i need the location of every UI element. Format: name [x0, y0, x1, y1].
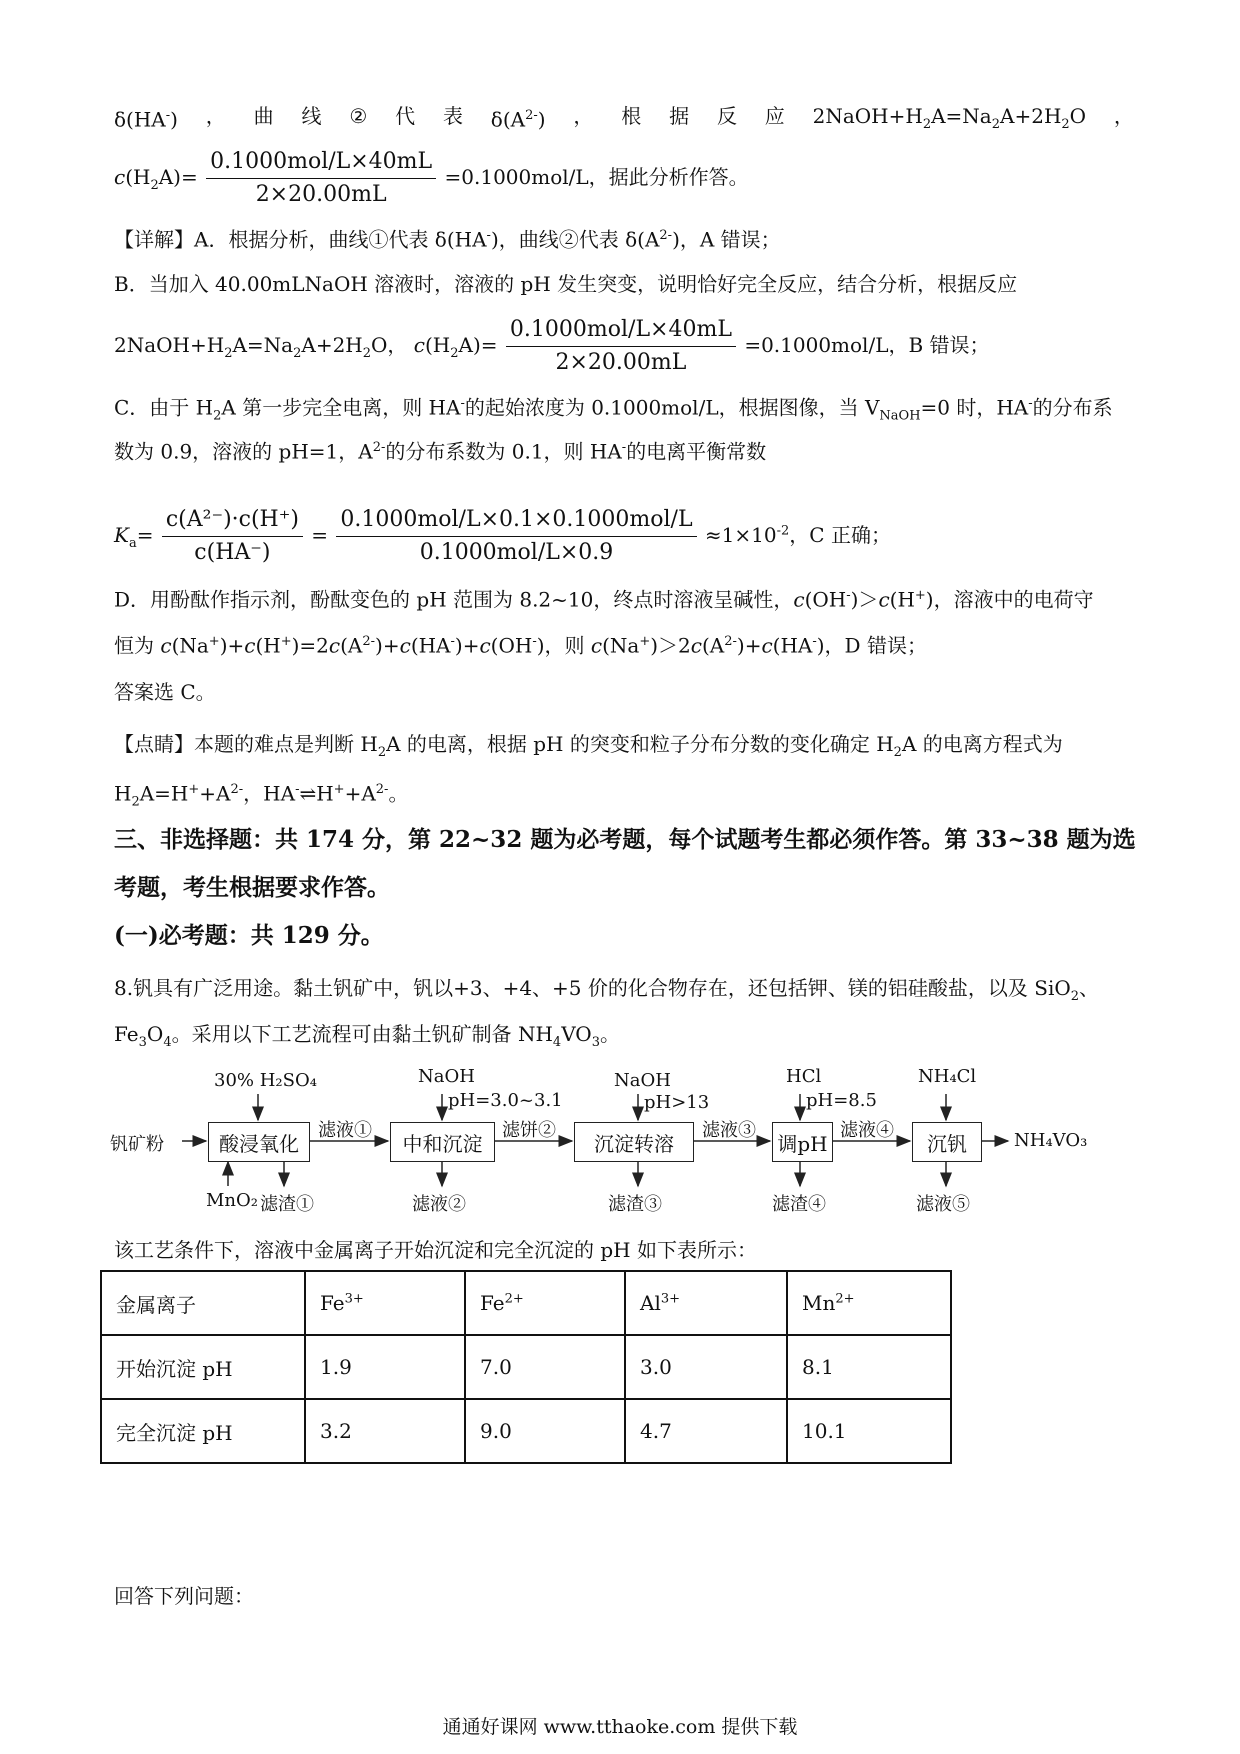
- process-flow-diagram: [110, 1066, 1110, 1236]
- fraction: $\frac{\text{0.1000mol/L×40mL}}{2\times 20.00mL}$: [506, 316, 736, 377]
- intermediate-1: 滤液①: [318, 1120, 372, 1141]
- reagent-ph-1: pH=3.0~3.1: [448, 1090, 563, 1111]
- row-label: 完全沉淀 pH: [101, 1399, 305, 1463]
- flow-output: NH₄VO₃: [1014, 1130, 1088, 1151]
- answer-prompt: 回答下列问题：: [114, 1584, 254, 1608]
- intermediate-3: 滤液③: [702, 1120, 756, 1141]
- question-line-2: $Fe_3O_4$。采用以下工艺流程可由黏土钒矿制备 $NH_4VO_3$。: [114, 1022, 620, 1050]
- table-cell: 3.2: [305, 1399, 465, 1463]
- equilibrium-constant-formula: $K_a=$ $\frac{\text{c(A²⁻)·c(H⁺)}}{c(HA^-)}$ = $\frac{\text{0.1000mol/L×0.1×0.1000mol/L}}{\text{0.1000mol/L×0.9}}$ $\approx 1\times 10^{-2}$，C 正确；: [114, 507, 891, 565]
- explanation-d-2: 恒为 $c(Na^+)+c(H^+)=2c(A^{2-})+c(HA^-)+c(OH^-)$，则 $c(Na^+)>2c(A^{2-})+c(HA^-)$，D 错误；: [114, 633, 927, 658]
- reagent-hcl: HCl: [786, 1066, 822, 1087]
- explanation-b-formula: $2NaOH+H_2A=Na_2A+2H_2O$， $c(H_2A)=$ $\frac{\text{0.1000mol/L×40mL}}{2\times 20.00mL}$ =0.1000mol/L，B 错误；: [114, 317, 990, 375]
- explanation-c-2: 数为 0.9，溶液的 pH=1，$A^{2-}$的分布系数为 0.1，则 HA-的电离平衡常数: [114, 439, 767, 464]
- reagent-ph-2: pH>13: [644, 1092, 710, 1113]
- waste-2: 滤液②: [412, 1194, 466, 1215]
- table-cell: 7.0: [465, 1335, 625, 1399]
- table-row: [101, 1399, 951, 1463]
- flow-step-adjust-ph: 调pH: [772, 1122, 833, 1162]
- solution-line-2: $c(H_2A)=$ $\frac{\text{0.1000mol/L×40mL}}{2\times 20.00mL}$ =0.1000mol/L，据此分析作答。: [114, 149, 749, 207]
- table-cell: 10.1: [787, 1399, 951, 1463]
- page-footer: 通通好课网 www.tthaoke.com 提供下载: [442, 1716, 798, 1738]
- flow-step-neutralize: 中和沉淀: [390, 1122, 495, 1162]
- explanation-a: 【详解】A．根据分析，曲线①代表 δ(HA-)，曲线②代表 $\delta(A^{2-})$，A 错误；: [114, 227, 781, 252]
- fraction: $\frac{\text{0.1000mol/L×0.1×0.1000mol/L}}{\text{0.1000mol/L×0.9}}$: [336, 506, 696, 567]
- reagent-h2so4: 30% H₂SO₄: [214, 1070, 317, 1091]
- explanation-b: B．当加入 40.00mLNaOH 溶液时，溶液的 pH 发生突变，说明恰好完全反应，结合分析，根据反应: [114, 272, 1018, 296]
- table-cell: 1.9: [305, 1335, 465, 1399]
- fraction: $\frac{\text{0.1000mol/L×40mL}}{2\times 20.00mL}$: [206, 148, 436, 209]
- comment-line-1: 【点睛】本题的难点是判断 $H_2A$ 的电离，根据 pH 的突变和粒子分布分数的变化确定 $H_2A$ 的电离方程式为: [114, 732, 1063, 760]
- flow-step-redissolve: 沉淀转溶: [574, 1122, 694, 1162]
- table-cell: 3.0: [625, 1335, 787, 1399]
- reagent-naoh-2: NaOH: [614, 1070, 671, 1091]
- question-line-1: 8.钒具有广泛用途。黏土钒矿中，钒以+3、+4、+5 价的化合物存在，还包括钾、镁的铝硅酸盐，以及 SiO$_2$、: [114, 976, 1100, 1004]
- header-fe2: $Fe^{2+}$: [465, 1271, 625, 1335]
- waste-3: 滤渣③: [608, 1194, 662, 1215]
- reagent-naoh-1: NaOH: [418, 1066, 475, 1087]
- solution-line-1: δ(HA-) ， 曲 线 ② 代 表 $\delta(A^{2-})$ ， 根 据 反 应 $2NaOH+H_2A=Na_2A+2H_2O$ ，: [114, 104, 1134, 132]
- ph-table: [100, 1270, 952, 1464]
- table-cell: 4.7: [625, 1399, 787, 1463]
- reagent-mno2: MnO₂: [206, 1190, 258, 1211]
- section-heading-2: 考题，考生根据要求作答。: [114, 874, 390, 901]
- flow-input: 钒矿粉: [110, 1134, 164, 1155]
- intermediate-4: 滤液④: [840, 1120, 894, 1141]
- table-cell: 9.0: [465, 1399, 625, 1463]
- explanation-d-1: D．用酚酞作指示剂，酚酞变色的 pH 范围为 8.2~10，终点时溶液呈碱性，c(OH-)＞c(H+)，溶液中的电荷守: [114, 587, 1094, 612]
- table-header-row: [101, 1271, 951, 1335]
- row-label: 开始沉淀 pH: [101, 1335, 305, 1399]
- intermediate-2: 滤饼②: [502, 1120, 556, 1141]
- section-heading-1: 三、非选择题：共 174 分，第 22~32 题为必考题，每个试题考生都必须作答。第 33~38 题为选: [114, 826, 1136, 853]
- flow-step-precipitate-v: 沉钒: [912, 1122, 982, 1162]
- flow-step-acid-leach: 酸浸氧化: [208, 1122, 310, 1162]
- header-al3: $Al^{3+}$: [625, 1271, 787, 1335]
- header-fe3: $Fe^{3+}$: [305, 1271, 465, 1335]
- answer-line: 答案选 C。: [114, 680, 216, 704]
- reagent-ph-3: pH=8.5: [806, 1090, 877, 1111]
- waste-5: 滤液⑤: [916, 1194, 970, 1215]
- waste-1: 滤渣①: [260, 1194, 314, 1215]
- table-cell: 8.1: [787, 1335, 951, 1399]
- comment-line-2: $H_2A=H^++A^{2-}$，$HA^-\rightleftharpoons H^++A^{2-}$。: [114, 781, 409, 810]
- table-caption: 该工艺条件下，溶液中金属离子开始沉淀和完全沉淀的 pH 如下表所示：: [114, 1238, 757, 1262]
- waste-4: 滤渣④: [772, 1194, 826, 1215]
- fraction: $\frac{\text{c(A²⁻)·c(H⁺)}}{c(HA^-)}$: [162, 506, 303, 567]
- table-row: [101, 1335, 951, 1399]
- explanation-c-1: C．由于 $H_2A$ 第一步完全电离，则 HA-的起始浓度为 0.1000mol/L，根据图像，当 $V_{NaOH}=0$ 时，HA-的分布系: [114, 395, 1113, 424]
- header-mn2: $Mn^{2+}$: [787, 1271, 951, 1335]
- header-label: 金属离子: [101, 1271, 305, 1335]
- subsection-heading: (一)必考题：共 129 分。: [114, 922, 384, 949]
- reagent-nh4cl: NH₄Cl: [918, 1066, 977, 1087]
